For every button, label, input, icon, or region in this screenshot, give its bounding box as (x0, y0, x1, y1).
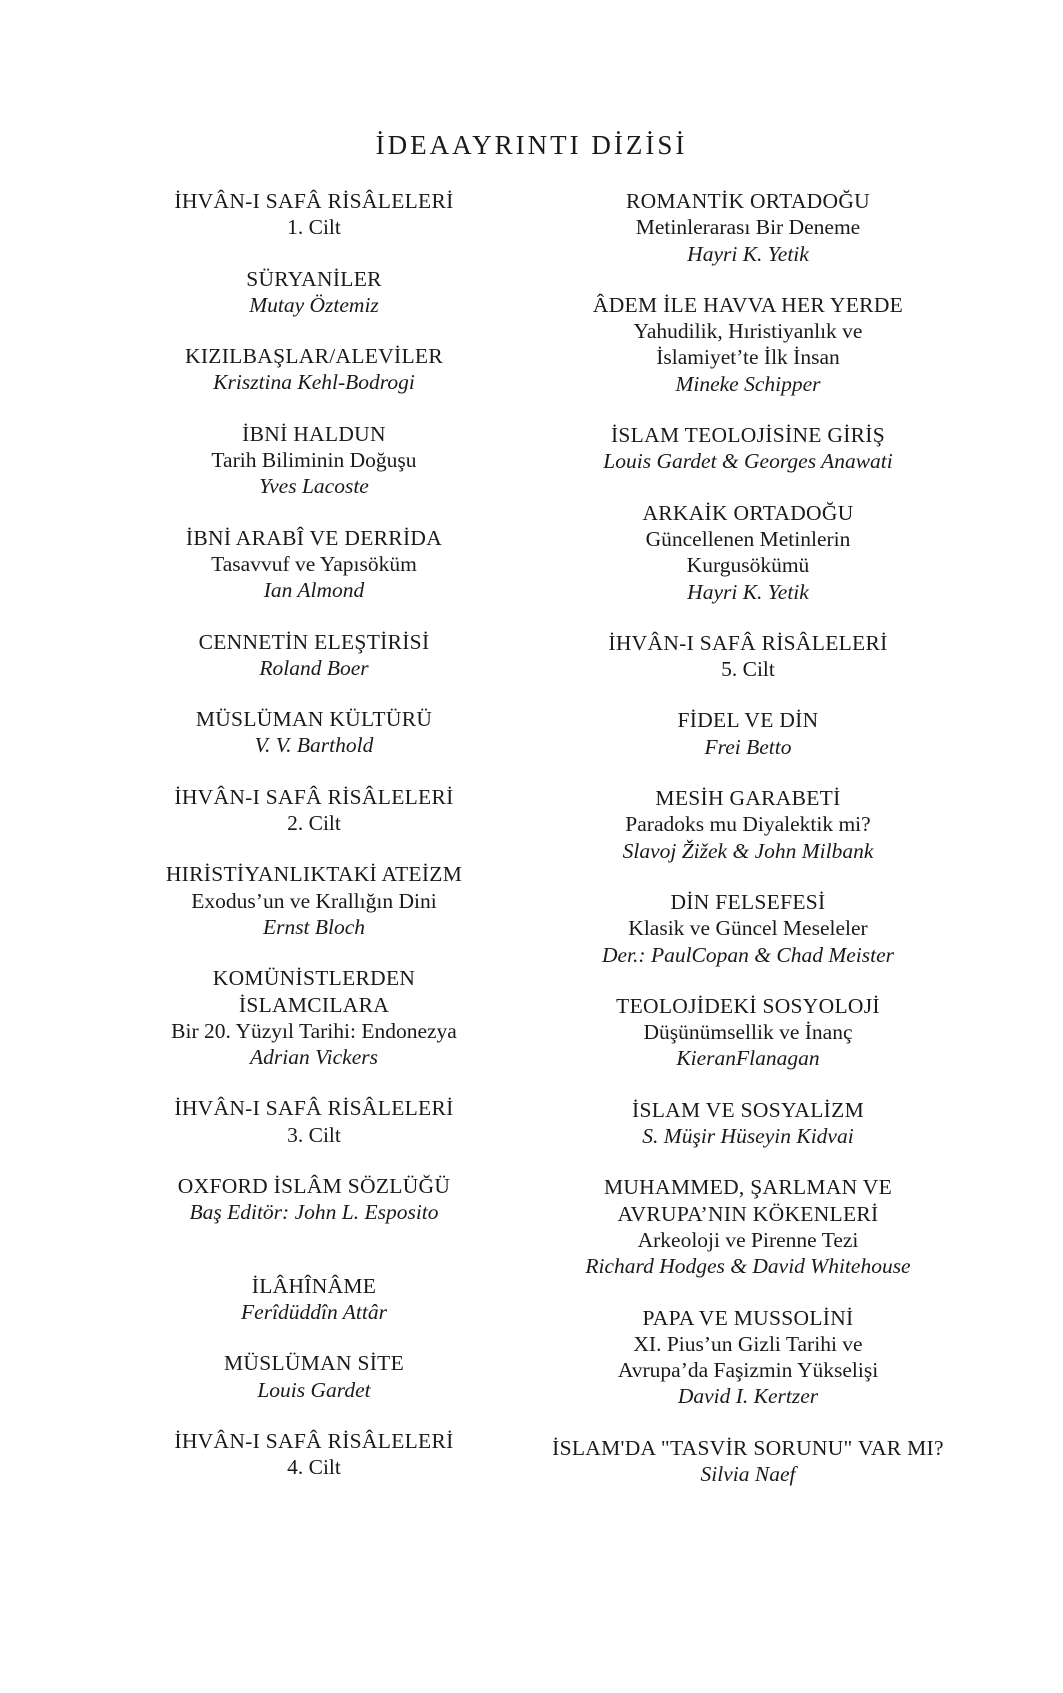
book-entry (104, 525, 524, 604)
book-author: Louis Gardet & Georges Anawati (603, 449, 893, 474)
book-entry (104, 1350, 524, 1403)
book-subtitle: 2. Cilt (287, 811, 341, 836)
book-author: Mineke Schipper (675, 371, 821, 396)
page-title: İDEAAYRINTI DİZİSİ (375, 130, 688, 160)
book-author: Baş Editör: John L. Esposito (189, 1200, 439, 1225)
book-entry (538, 1097, 958, 1150)
book-subtitle: 5. Cilt (721, 657, 775, 682)
book-subtitle: Tasavvuf ve Yapısöküm (211, 551, 417, 576)
book-entry (104, 266, 524, 319)
book-entry (104, 1095, 524, 1148)
book-entry (538, 1435, 958, 1488)
book-entry (104, 421, 524, 500)
book-entry (538, 630, 958, 683)
book-title: DİN FELSEFESİ (670, 889, 826, 914)
book-entry (104, 784, 524, 837)
book-subtitle: İslamiyet’te İlk İnsan (656, 345, 840, 370)
book-title: KIZILBAŞLAR/ALEVİLER (185, 344, 443, 369)
book-author: Frei Betto (704, 734, 792, 759)
book-entry (104, 1273, 524, 1326)
book-subtitle: Metinlerarası Bir Deneme (635, 215, 861, 240)
book-title: İHVÂN-I SAFÂ RİSÂLELERİ (174, 1096, 454, 1121)
book-subtitle: Düşünümsellik ve İnanç (643, 1020, 853, 1045)
book-author: Yves Lacoste (259, 474, 369, 499)
book-title: İHVÂN-I SAFÂ RİSÂLELERİ (174, 784, 454, 809)
book-subtitle: Güncellenen Metinlerin (645, 526, 851, 551)
book-title: İSLAMCILARA (238, 992, 390, 1017)
book-entry (538, 500, 958, 605)
book-subtitle: Exodus’un ve Krallığın Dini (191, 888, 437, 913)
book-title: İSLAM TEOLOJİSİNE GİRİŞ (610, 423, 886, 448)
book-entry (104, 706, 524, 759)
book-author: Mutay Öztemiz (249, 292, 379, 317)
book-entry (104, 343, 524, 396)
book-title: AVRUPA’NIN KÖKENLERİ (617, 1201, 879, 1226)
book-title: İBNİ HALDUN (242, 421, 386, 446)
book-entry (104, 188, 524, 241)
book-title: CENNETİN ELEŞTİRİSİ (198, 629, 430, 654)
book-entry (538, 707, 958, 760)
book-author: Slavoj Žižek & John Milbank (622, 838, 874, 863)
book-subtitle: XI. Pius’un Gizli Tarihi ve (633, 1331, 863, 1356)
book-subtitle: Tarih Biliminin Doğuşu (211, 448, 417, 473)
book-author: Hayri K. Yetik (687, 579, 809, 604)
book-title: MUHAMMED, ŞARLMAN VE (603, 1175, 893, 1200)
book-subtitle: Paradoks mu Diyalektik mi? (625, 812, 871, 837)
book-title: İSLAM VE SOSYALİZM (632, 1097, 864, 1122)
book-author: KieranFlanagan (676, 1046, 820, 1071)
book-author: Der.: PaulCopan & Chad Meister (601, 942, 895, 967)
book-subtitle: 3. Cilt (287, 1122, 341, 1147)
book-title: ROMANTİK ORTADOĞU (626, 189, 870, 213)
book-entry (104, 965, 524, 1070)
book-title: SÜRYANİLER (246, 266, 382, 291)
book-author: V. V. Barthold (254, 733, 374, 758)
book-title: ÂDEM İLE HAVVA HER YERDE (592, 292, 904, 317)
book-title: İHVÂN-I SAFÂ RİSÂLELERİ (174, 1428, 454, 1453)
book-subtitle: 1. Cilt (287, 215, 341, 240)
book-title: OXFORD İSLÂM SÖZLÜĞÜ (177, 1174, 451, 1199)
book-author: Ernst Bloch (262, 914, 366, 939)
book-title: PAPA VE MUSSOLİNİ (642, 1305, 854, 1330)
book-subtitle: Avrupa’da Faşizmin Yükselişi (617, 1358, 879, 1383)
book-title: İSLAM'DA "TASVİR SORUNU" VAR MI? (552, 1435, 944, 1460)
book-title: KOMÜNİSTLERDEN (212, 966, 416, 991)
book-entry (104, 1428, 524, 1481)
book-author: Adrian Vickers (250, 1045, 378, 1070)
book-title: İHVÂN-I SAFÂ RİSÂLELERİ (608, 630, 888, 655)
book-title: İLÂHÎNÂME (251, 1273, 377, 1298)
book-entry (538, 422, 958, 475)
book-author: Richard Hodges & David Whitehouse (585, 1254, 911, 1279)
book-author: S. Müşir Hüseyin Kidvai (642, 1124, 854, 1149)
book-entry (538, 188, 958, 267)
book-author: Roland Boer (259, 655, 369, 680)
book-author: Silvia Naef (700, 1461, 796, 1486)
book-title: İBNİ ARABÎ VE DERRİDA (185, 525, 443, 550)
book-author: Ian Almond (263, 578, 365, 603)
book-entry (104, 1173, 524, 1226)
book-title: MÜSLÜMAN KÜLTÜRÜ (195, 707, 433, 732)
book-subtitle: Arkeoloji ve Pirenne Tezi (637, 1227, 859, 1252)
book-title: HIRİSTİYANLIKTAKİ ATEİZM (165, 862, 463, 887)
book-title: MESİH GARABETİ (655, 786, 841, 811)
book-entry (538, 889, 958, 968)
book-entry (538, 993, 958, 1072)
book-subtitle: Yahudilik, Hıristiyanlık ve (633, 319, 863, 344)
book-entry (538, 785, 958, 864)
book-entry (538, 1174, 958, 1279)
book-author: Hayri K. Yetik (687, 241, 809, 266)
book-subtitle: 4. Cilt (287, 1455, 341, 1480)
book-title: FİDEL VE DİN (677, 708, 819, 733)
book-title: ARKAİK ORTADOĞU (642, 500, 854, 525)
book-subtitle: Klasik ve Güncel Meseleler (628, 916, 868, 941)
book-title: İHVÂN-I SAFÂ RİSÂLELERİ (174, 189, 454, 213)
book-title: TEOLOJİDEKİ SOSYOLOJİ (616, 993, 880, 1018)
book-entry (104, 861, 524, 940)
book-author: David I. Kertzer (677, 1384, 819, 1409)
right-book-column (538, 188, 958, 1512)
book-author: Ferîdüddîn Attâr (241, 1299, 387, 1324)
book-author: Krisztina Kehl-Bodrogi (213, 370, 415, 395)
book-author: Louis Gardet (257, 1377, 371, 1402)
book-title: MÜSLÜMAN SİTE (223, 1351, 405, 1376)
book-entry (538, 292, 958, 397)
book-entry (104, 629, 524, 682)
left-book-column (104, 188, 524, 1505)
book-subtitle: Kurgusökümü (686, 553, 810, 578)
book-entry (538, 1305, 958, 1410)
book-subtitle: Bir 20. Yüzyıl Tarihi: Endonezya (171, 1018, 457, 1043)
